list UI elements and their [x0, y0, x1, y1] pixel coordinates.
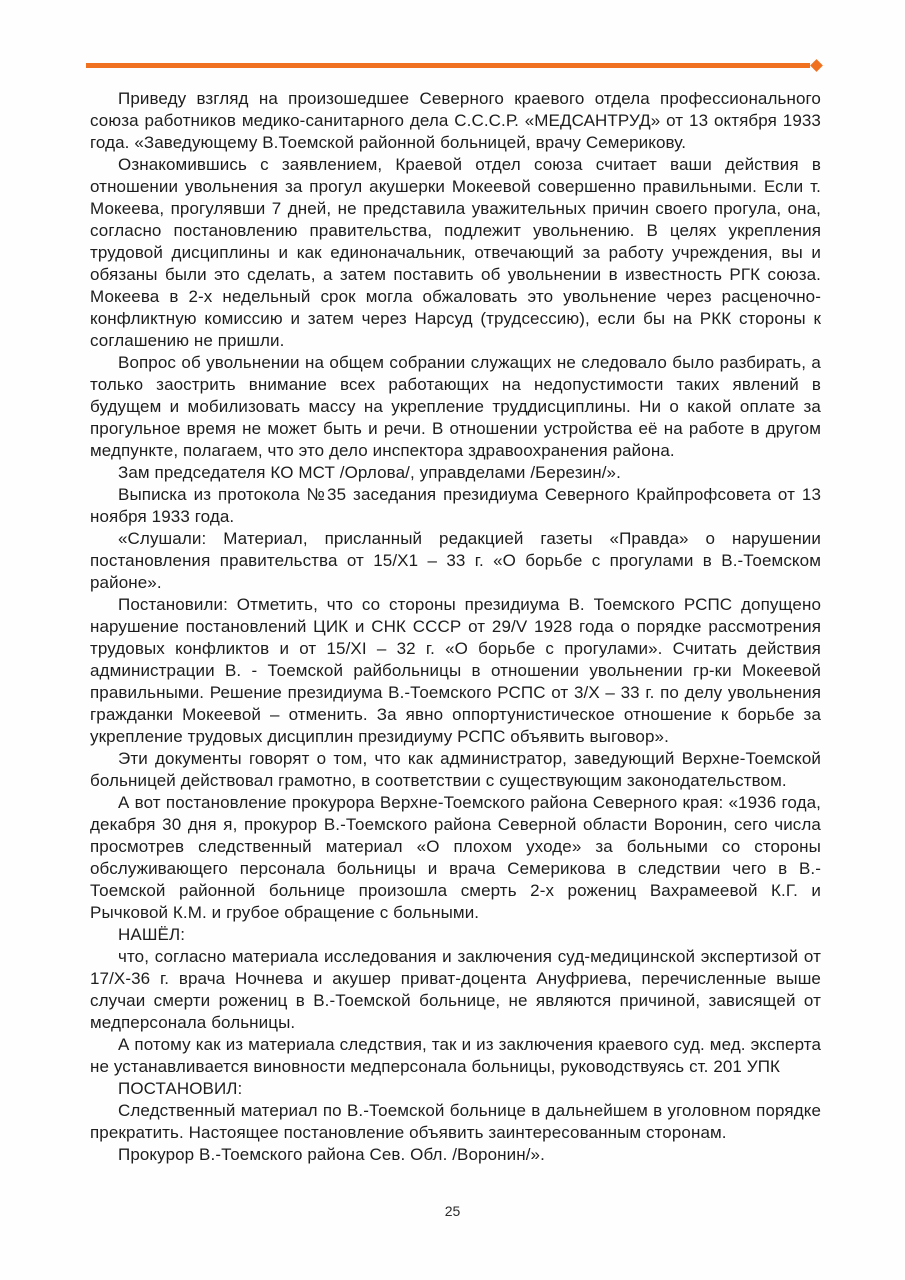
paragraph-prosecutor-signature: Прокурор В.-Тоемского района Сев. Обл. /Воронин/». [118, 1145, 545, 1164]
paragraph-protocol-extract: Выписка из протокола №35 заседания президиума Северного Крайпрофсовета от 13 ноября 1933 года. [90, 485, 821, 526]
paragraph-conclusion: А потому как из материала следствия, так и из заключения краевого суд. мед. эксперта не устанавливается виновности медперсонала больницы, руководствуясь ст. 201 УПК [90, 1035, 821, 1076]
page-number: 25 [444, 1203, 461, 1219]
decorative-header-rule [86, 59, 822, 72]
paragraph-dismissal-question: Вопрос об увольнении на общем собрании служащих не следовало было разбирать, а только заострить внимание всех работающих на недопустимости таких явлений в будущем и мобилизовать массу на укрепление труддисциплины. Ни о какой оплате за прогульное время не может быть и речи. В отношении устройства её на работе в другом медпункте, полагаем, что это дело инспектора здравоохранения района. [90, 353, 821, 460]
paragraph-prosecutor-resolution: А вот постановление прокурора Верхне-Тоемского района Северного края: «1936 года, декабря 30 дня я, прокурор В.-Тоемского района Северной области Воронин, сего числа просмотрев следственный материал «О плохом уходе» за больными со стороны обслуживающего персонала больницы и врача Семерикова в следствии чего в В.-Тоемской районной больнице произошла смерть 2-х рожениц Вахрамеевой К.Г. и Рычковой К.М. и грубое обращение с больными. [90, 793, 821, 922]
paragraph-decided-body: Следственный материал по В.-Тоемской больнице в дальнейшем в уголовном порядке прекратить. Настоящее постановление объявить заинтересованным сторонам. [90, 1101, 821, 1142]
paragraph-commentary: Эти документы говорят о том, что как администратор, заведующий Верхне-Тоемской больницей действовал грамотно, в соответствии с существующим законодательством. [90, 749, 821, 790]
paragraph-union-reply: Ознакомившись с заявлением, Краевой отдел союза считает ваши действия в отношении увольнения за прогул акушерки Мокеевой совершенно правильными. Если т. Мокеева, прогулявши 7 дней, не представила уважительных причин своего прогула, она, согласно постановлению правительства, подлежит увольнению. В целях укрепления трудовой дисциплины и как единоначальник, отвечающий за работу учреждения, вы и обязаны были это сделать, а затем поставить об увольнении в известность РГК союза. Мокеева в 2-х недельный срок могла обжаловать это увольнение через расценочно-конфликтную комиссию и затем через Нарсуд (трудсессию), если бы на РКК стороны к соглашению не пришли. [90, 155, 821, 350]
document-body [90, 88, 821, 1166]
paragraph-intro: Приведу взгляд на произошедшее Северного краевого отдела профессионального союза работников медико-санитарного дела С.С.С.Р. «МЕДСАНТРУД» от 13 октября 1933 года. «Заведующему В.Тоемской районной больницей, врачу Семерикову. [90, 89, 821, 152]
paragraph-resolved: Постановили: Отметить, что со стороны президиума В. Тоемского РСПС допущено нарушение постановлений ЦИК и СНК СССР от 29/V 1928 года о порядке рассмотрения трудовых конфликтов и от 15/ХI – 32 г. «О борьбе с прогулами». Считать действия администрации В. - Тоемской райбольницы в отношении увольнении гр-ки Мокеевой правильными. Решение президиума В.-Тоемского РСПС от 3/Х – 33 г. по делу увольнения гражданки Мокеевой – отменить. За явно оппортунистическое отношение к борьбе за укрепление трудовых дисциплин президиуму РСПС объявить выговор». [90, 595, 821, 746]
paragraph-found-body: что, согласно материала исследования и заключения суд-медицинской экспертизой от 17/Х-36 г. врача Ночнева и акушер приват-доцента Ануфриева, перечисленные выше случаи смерти рожениц в В.-Тоемской больнице, не являются причиной, зависящей от медперсонала больницы. [90, 947, 821, 1032]
paragraph-found-heading: НАШЁЛ: [118, 925, 186, 944]
paragraph-heard: «Слушали: Материал, присланный редакцией газеты «Правда» о нарушении постановления правительства от 15/Х1 – 33 г. «О борьбе с прогулами в В.-Тоемском районе». [90, 529, 821, 592]
rule-line [86, 63, 810, 68]
paragraph-signatures-union: Зам председателя КО МСТ /Орлова/, управделами /Березин/». [118, 463, 621, 482]
arrow-diamond-icon [810, 59, 823, 72]
paragraph-decided-heading: ПОСТАНОВИЛ: [118, 1079, 243, 1098]
